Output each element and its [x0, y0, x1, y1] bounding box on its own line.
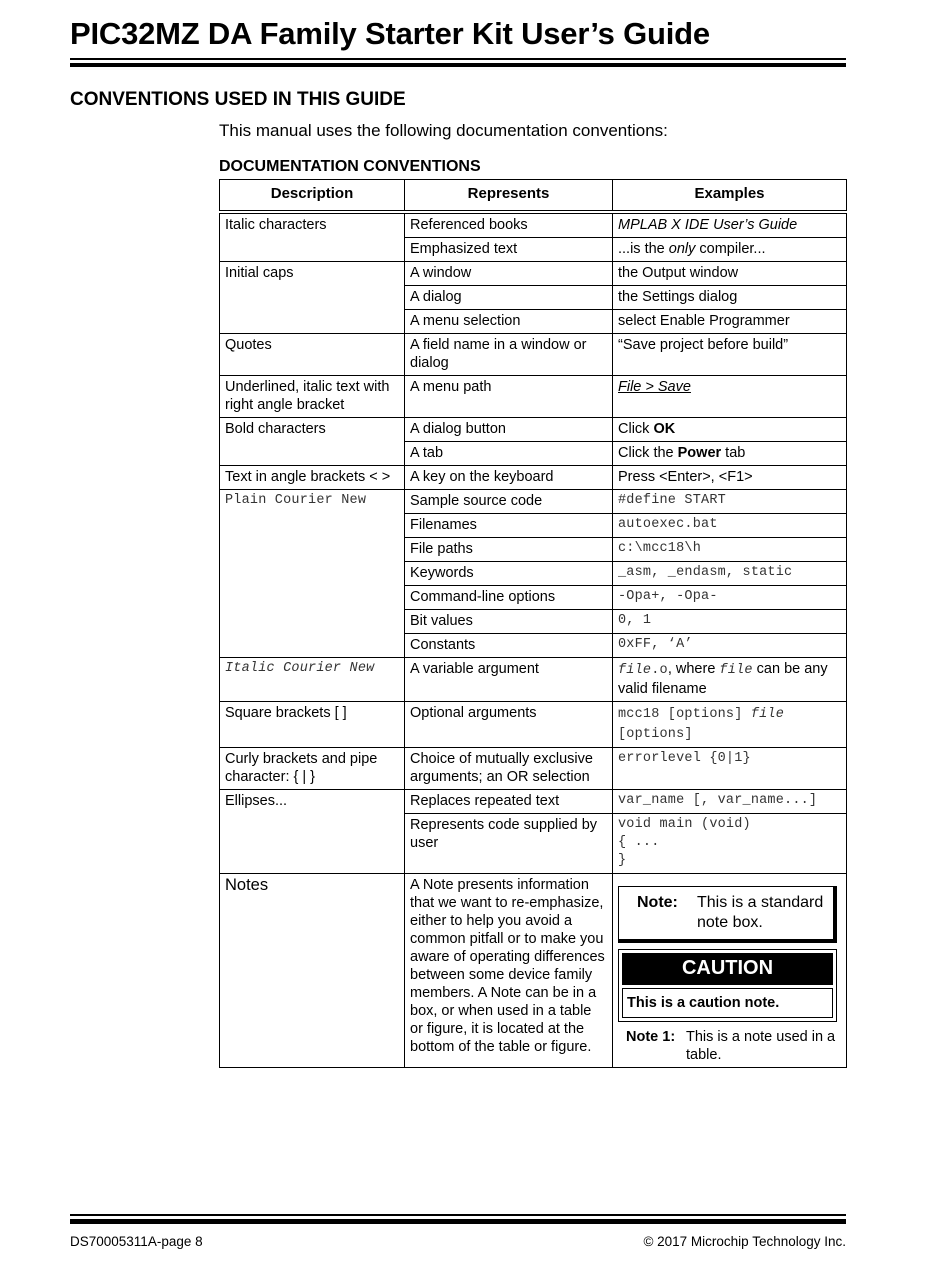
- description-cell: Notes: [220, 874, 405, 1068]
- example-cell: 0, 1: [613, 610, 847, 634]
- title-rule-thin: [70, 58, 846, 60]
- represents-cell: A menu selection: [405, 310, 613, 334]
- table-caption: DOCUMENTATION CONVENTIONS: [219, 158, 481, 175]
- example-cell: the Output window: [613, 262, 847, 286]
- conventions-table: [219, 179, 847, 1068]
- example-text: , where: [667, 661, 720, 677]
- example-code: .o: [651, 663, 668, 678]
- table-row: [220, 874, 847, 1068]
- represents-cell: Sample source code: [405, 490, 613, 514]
- table-row: [220, 490, 847, 514]
- table-row: [220, 658, 847, 702]
- example-text: Click: [618, 421, 654, 437]
- example-code: file: [618, 663, 652, 678]
- table-row: [220, 466, 847, 490]
- example-cell: [613, 658, 847, 702]
- description-cell: Plain Courier New: [220, 490, 405, 658]
- example-cell: [613, 702, 847, 748]
- table-row: [220, 262, 847, 286]
- table-note-label: Note 1:: [626, 1029, 676, 1045]
- represents-cell: Keywords: [405, 562, 613, 586]
- example-emphasis: only: [668, 241, 696, 257]
- table-header-row: [220, 180, 847, 213]
- description-cell: Quotes: [220, 334, 405, 376]
- note-box: [618, 886, 837, 943]
- example-cell: Press <Enter>, <F1>: [613, 466, 847, 490]
- copyright: © 2017 Microchip Technology Inc.: [643, 1234, 846, 1249]
- represents-cell: Emphasized text: [405, 238, 613, 262]
- example-bold: Power: [677, 445, 722, 461]
- example-cell: _asm, _endasm, static: [613, 562, 847, 586]
- example-cell: [613, 814, 847, 874]
- table-row: [220, 212, 847, 238]
- caution-box: [618, 949, 837, 1022]
- example-cell: the Settings dialog: [613, 286, 847, 310]
- column-header: Represents: [405, 180, 613, 213]
- represents-cell: A menu path: [405, 376, 613, 418]
- represents-cell: A dialog: [405, 286, 613, 310]
- represents-cell: A window: [405, 262, 613, 286]
- example-code: file: [750, 707, 785, 722]
- represents-cell: Optional arguments: [405, 702, 613, 748]
- example-cell: [613, 874, 847, 1068]
- note-label: Note:: [637, 894, 678, 911]
- example-cell: [613, 238, 847, 262]
- represents-cell: A dialog button: [405, 418, 613, 442]
- example-cell: select Enable Programmer: [613, 310, 847, 334]
- represents-cell: A tab: [405, 442, 613, 466]
- description-cell: Curly brackets and pipe character: { | }: [220, 748, 405, 790]
- page-number: DS70005311A-page 8: [70, 1234, 203, 1249]
- represents-cell: Choice of mutually exclusive arguments; an OR selection: [405, 748, 613, 790]
- example-cell: MPLAB X IDE User’s Guide: [613, 212, 847, 238]
- example-text: compiler...: [695, 241, 766, 257]
- example-bold: OK: [653, 421, 676, 437]
- column-header: Examples: [613, 180, 847, 213]
- example-cell: errorlevel {0|1}: [613, 748, 847, 790]
- example-text: Click the: [618, 445, 678, 461]
- represents-cell: Replaces repeated text: [405, 790, 613, 814]
- table-note-text: This is a note used in a table.: [686, 1029, 836, 1063]
- example-cell: c:\mcc18\h: [613, 538, 847, 562]
- footer-rule-thin: [70, 1214, 846, 1216]
- caution-text: This is a caution note.: [622, 988, 833, 1018]
- description-cell: Square brackets [ ]: [220, 702, 405, 748]
- example-text: tab: [721, 445, 746, 461]
- represents-cell: File paths: [405, 538, 613, 562]
- intro-paragraph: This manual uses the following documentation conventions:: [219, 121, 668, 140]
- description-cell: Underlined, italic text with right angle bracket: [220, 376, 405, 418]
- represents-cell: A variable argument: [405, 658, 613, 702]
- section-heading: CONVENTIONS USED IN THIS GUIDE: [70, 89, 406, 110]
- title-rule-thick: [70, 63, 846, 67]
- description-cell: Italic Courier New: [220, 658, 405, 702]
- footer-rule-thick: [70, 1219, 846, 1224]
- description-cell: Italic characters: [220, 212, 405, 262]
- example-cell: [613, 418, 847, 442]
- table-row: [220, 790, 847, 814]
- table-row: [220, 702, 847, 748]
- description-cell: Ellipses...: [220, 790, 405, 874]
- example-cell: 0xFF, ‘A’: [613, 634, 847, 658]
- description-cell: Bold characters: [220, 418, 405, 466]
- example-cell: “Save project before build”: [613, 334, 847, 376]
- code-line: { ...: [618, 835, 660, 850]
- table-row: [220, 418, 847, 442]
- example-cell: var_name [, var_name...]: [613, 790, 847, 814]
- example-code: [options]: [618, 727, 693, 742]
- represents-cell: Filenames: [405, 514, 613, 538]
- represents-cell: Command-line options: [405, 586, 613, 610]
- example-cell: autoexec.bat: [613, 514, 847, 538]
- represents-cell: Referenced books: [405, 212, 613, 238]
- code-line: void main (void): [618, 817, 751, 832]
- represents-cell: A field name in a window or dialog: [405, 334, 613, 376]
- represents-cell: Constants: [405, 634, 613, 658]
- represents-cell: A key on the keyboard: [405, 466, 613, 490]
- table-note: [618, 1028, 841, 1064]
- table-row: [220, 376, 847, 418]
- example-text: ...is the: [618, 241, 669, 257]
- example-cell: #define START: [613, 490, 847, 514]
- example-code: file: [719, 663, 753, 678]
- example-cell: -Opa+, -Opa-: [613, 586, 847, 610]
- example-code: mcc18 [options]: [618, 707, 751, 722]
- caution-title: CAUTION: [622, 953, 833, 985]
- table-row: [220, 748, 847, 790]
- represents-cell: Bit values: [405, 610, 613, 634]
- code-line: }: [618, 853, 627, 868]
- example-cell: File > Save: [613, 376, 847, 418]
- represents-cell: A Note presents information that we want to re-emphasize, either to help you avoid a common pitfall or to make you aware of operating differences between some device family members. A Note can be in a box, or when used in a table or figure, it is located at the bottom of the table or figure.: [405, 874, 613, 1068]
- note-text: This is a standard note box.: [697, 894, 824, 931]
- column-header: Description: [220, 180, 405, 213]
- document-title: PIC32MZ DA Family Starter Kit User’s Guide: [70, 16, 710, 51]
- table-row: [220, 334, 847, 376]
- example-cell: [613, 442, 847, 466]
- represents-cell: Represents code supplied by user: [405, 814, 613, 874]
- description-cell: Initial caps: [220, 262, 405, 334]
- example-text: can be any valid filename: [618, 661, 828, 697]
- description-cell: Text in angle brackets < >: [220, 466, 405, 490]
